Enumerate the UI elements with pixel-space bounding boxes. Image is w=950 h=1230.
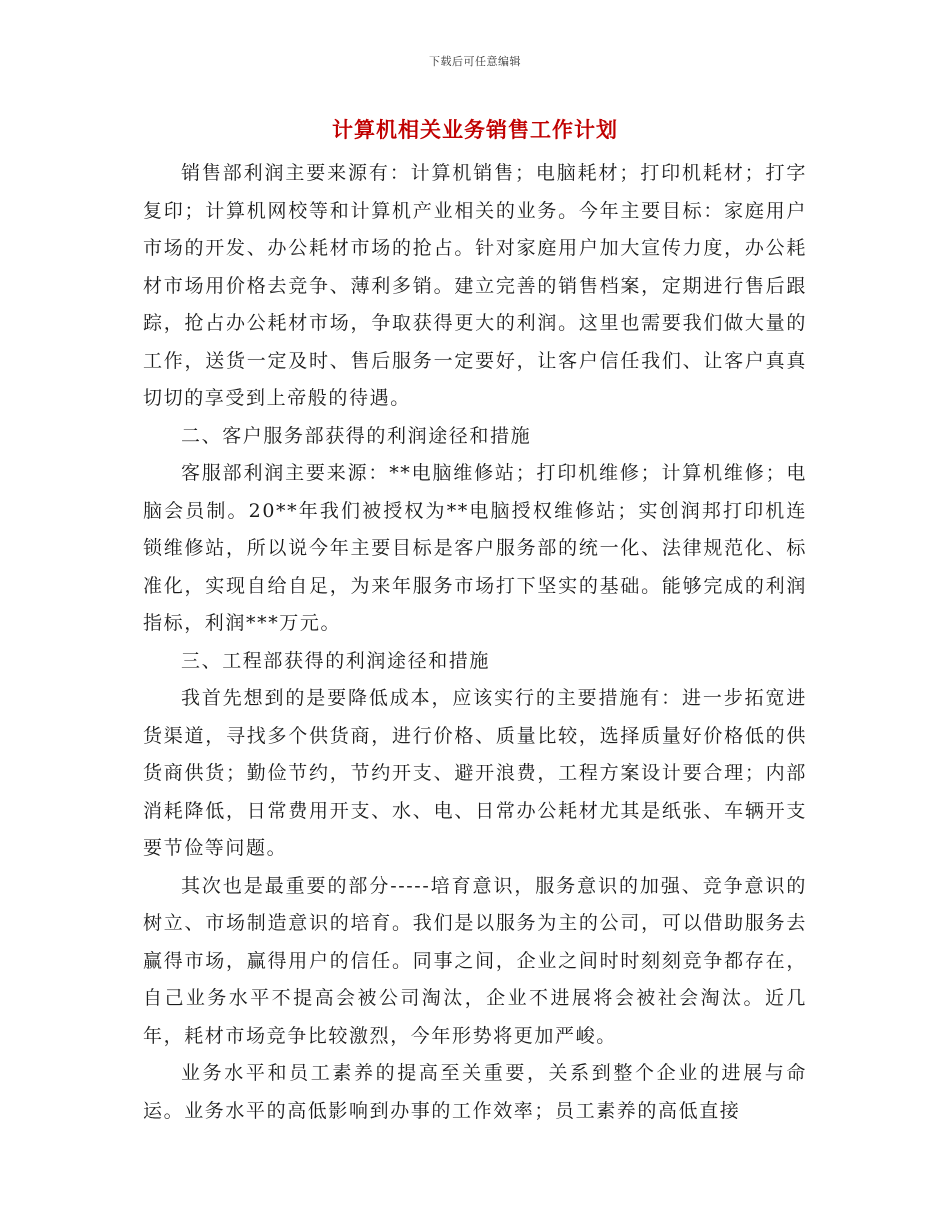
document-title: 计算机相关业务销售工作计划 [332,117,618,142]
paragraph-sales: 销售部利润主要来源有：计算机销售；电脑耗材；打印机耗材；打字复印；计算机网校等和计算机产业相关的业务。今年主要目标：家庭用户市场的开发、办公耗材市场的抢占。针对家庭用户加大宣传力度，办公耗材市场用价格去竞争、薄利多销。建立完善的销售档案，定期进行售后跟踪，抢占办公耗材市场，争取获得更大的利润。这里也需要我们做大量的工作，送货一定及时、售后服务一定要好，让客户信任我们、让客户真真切切的享受到上帝般的待遇。 [143,162,807,409]
header-note: 下载后可任意编辑 [429,55,521,68]
paragraph-staff-quality: 业务水平和员工素养的提高至关重要，关系到整个企业的进展与命运。业务水平的高低影响到办事的工作效率；员工素养的高低直接 [143,1062,807,1122]
section-heading-customer-service: 二、客户服务部获得的利润途径和措施 [181,424,532,447]
paragraph-cost-reduction: 我首先想到的是要降低成本，应该实行的主要措施有：进一步拓宽进货渠道，寻找多个供货商，进行价格、质量比较，选择质量好价格低的供货商供货；勤俭节约，节约开支、避开浪费，工程方案设计要合理；内部消耗降低，日常费用开支、水、电、日常办公耗材尤其是纸张、车辆开支要节俭等问题。 [143,687,807,859]
paragraph-awareness: 其次也是最重要的部分-----培育意识，服务意识的加强、竞争意识的树立、市场制造意识的培育。我们是以服务为主的公司，可以借助服务去赢得市场，赢得用户的信任。同事之间，企业之间时时刻刻竞争都存在，自己业务水平不提高会被公司淘汰，企业不进展将会被社会淘汰。近几年，耗材市场竞争比较激烈，今年形势将更加严峻。 [143,874,807,1047]
document-body [143,155,807,1130]
paragraph-customer-service: 客服部利润主要来源：**电脑维修站；打印机维修；计算机维修；电脑会员制。20**年我们被授权为**电脑授权维修站；实创润邦打印机连锁维修站，所以说今年主要目标是客户服务部的统一化、法律规范化、标准化，实现自给自足，为来年服务市场打下坚实的基础。能够完成的利润指标，利润***万元。 [143,462,807,634]
section-heading-engineering: 三、工程部获得的利润途径和措施 [181,649,491,672]
